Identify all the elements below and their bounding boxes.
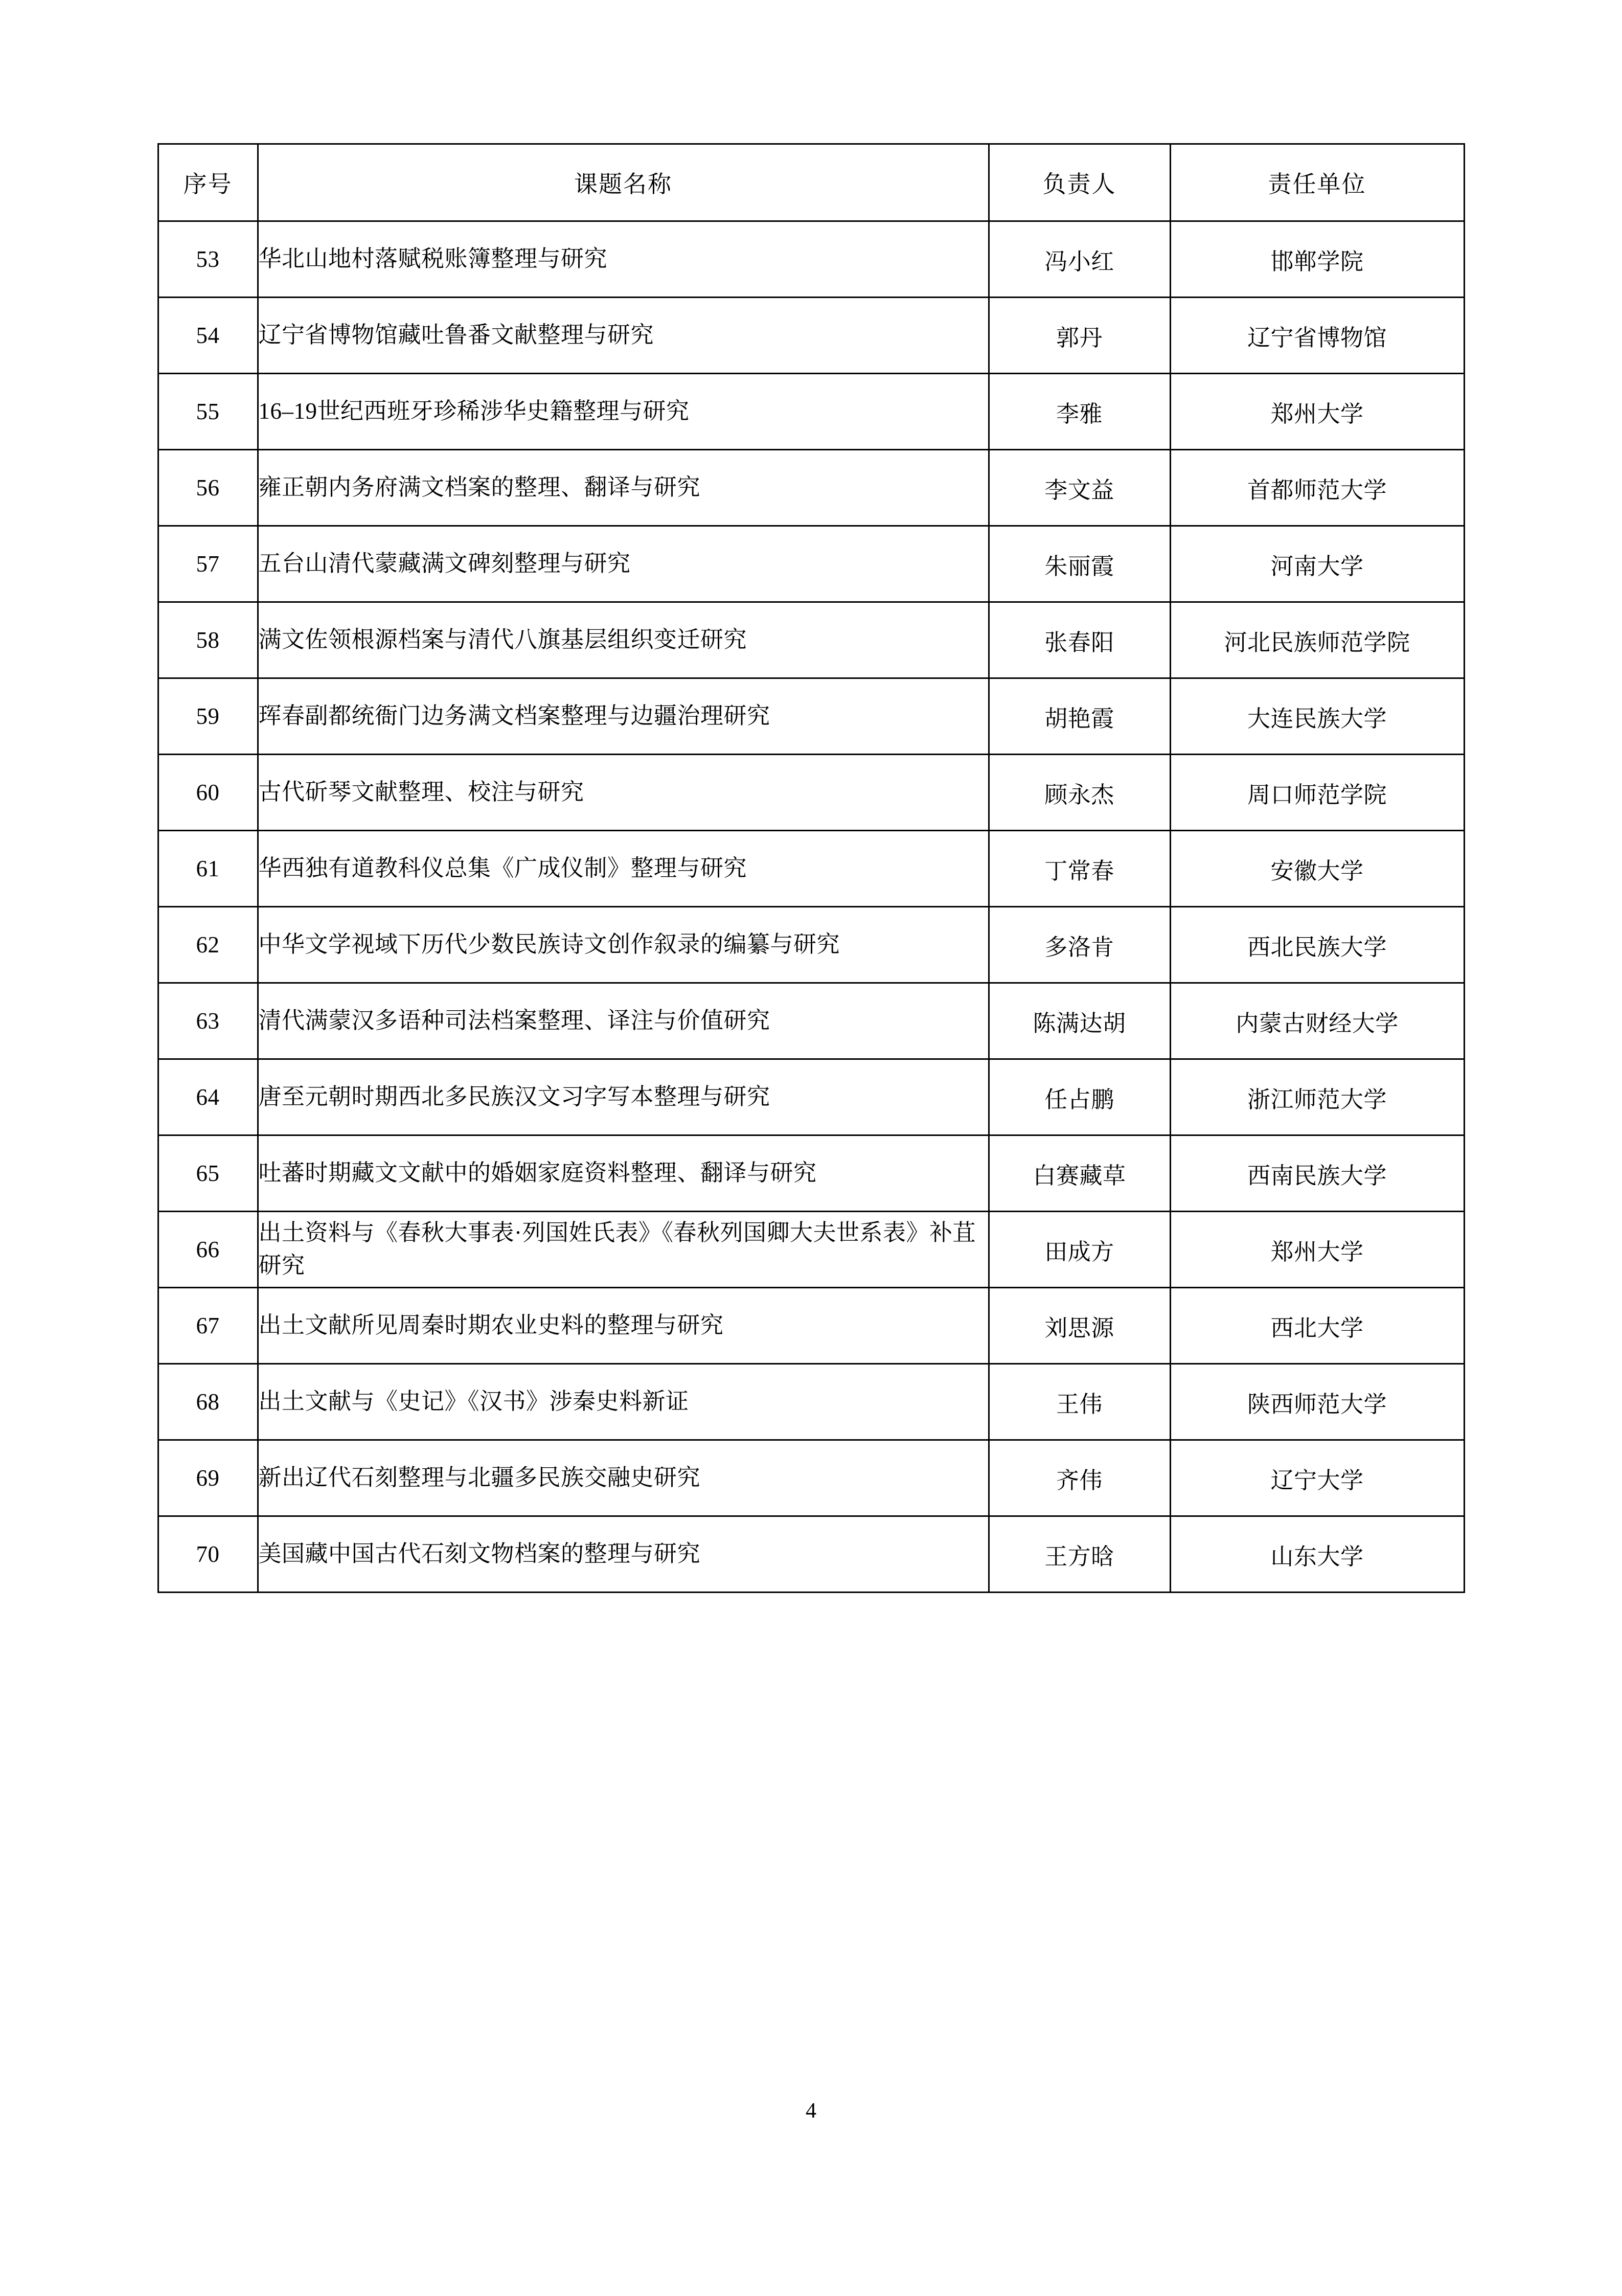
table-row bbox=[158, 907, 1464, 983]
cell-title: 新出辽代石刻整理与北疆多民族交融史研究 bbox=[258, 1440, 989, 1516]
cell-no: 66 bbox=[158, 1212, 258, 1288]
table-row bbox=[158, 1516, 1464, 1593]
table-header-row bbox=[158, 144, 1464, 221]
table-row bbox=[158, 298, 1464, 374]
cell-leader: 冯小红 bbox=[989, 221, 1170, 298]
cell-unit: 辽宁省博物馆 bbox=[1170, 298, 1464, 374]
table-row bbox=[158, 755, 1464, 831]
cell-unit: 浙江师范大学 bbox=[1170, 1059, 1464, 1135]
cell-no: 61 bbox=[158, 831, 258, 907]
cell-leader: 齐伟 bbox=[989, 1440, 1170, 1516]
cell-unit: 西北大学 bbox=[1170, 1288, 1464, 1364]
cell-no: 57 bbox=[158, 526, 258, 602]
cell-unit: 周口师范学院 bbox=[1170, 755, 1464, 831]
cell-unit: 西北民族大学 bbox=[1170, 907, 1464, 983]
cell-leader: 顾永杰 bbox=[989, 755, 1170, 831]
cell-unit: 河南大学 bbox=[1170, 526, 1464, 602]
cell-no: 58 bbox=[158, 602, 258, 678]
cell-leader: 李文益 bbox=[989, 450, 1170, 526]
table-row bbox=[158, 983, 1464, 1059]
cell-no: 68 bbox=[158, 1364, 258, 1440]
cell-unit: 山东大学 bbox=[1170, 1516, 1464, 1593]
cell-unit: 郑州大学 bbox=[1170, 1212, 1464, 1288]
cell-title: 辽宁省博物馆藏吐鲁番文献整理与研究 bbox=[258, 298, 989, 374]
table-body bbox=[158, 221, 1464, 1593]
table-row bbox=[158, 1059, 1464, 1135]
column-header-title: 课题名称 bbox=[258, 144, 989, 221]
cell-title: 出土文献与《史记》《汉书》涉秦史料新证 bbox=[258, 1364, 989, 1440]
cell-unit: 安徽大学 bbox=[1170, 831, 1464, 907]
cell-leader: 丁常春 bbox=[989, 831, 1170, 907]
cell-leader: 郭丹 bbox=[989, 298, 1170, 374]
cell-leader: 李雅 bbox=[989, 374, 1170, 450]
cell-leader: 刘思源 bbox=[989, 1288, 1170, 1364]
cell-leader: 任占鹏 bbox=[989, 1059, 1170, 1135]
table-row bbox=[158, 1440, 1464, 1516]
cell-unit: 西南民族大学 bbox=[1170, 1135, 1464, 1212]
table-row bbox=[158, 450, 1464, 526]
cell-leader: 白赛藏草 bbox=[989, 1135, 1170, 1212]
cell-leader: 朱丽霞 bbox=[989, 526, 1170, 602]
column-header-no: 序号 bbox=[158, 144, 258, 221]
table-row bbox=[158, 1364, 1464, 1440]
cell-leader: 陈满达胡 bbox=[989, 983, 1170, 1059]
table-row bbox=[158, 678, 1464, 755]
cell-title: 满文佐领根源档案与清代八旗基层组织变迁研究 bbox=[258, 602, 989, 678]
cell-no: 67 bbox=[158, 1288, 258, 1364]
cell-title: 华西独有道教科仪总集《广成仪制》整理与研究 bbox=[258, 831, 989, 907]
project-list-table bbox=[157, 143, 1465, 1593]
cell-no: 56 bbox=[158, 450, 258, 526]
cell-title: 美国藏中国古代石刻文物档案的整理与研究 bbox=[258, 1516, 989, 1593]
cell-unit: 陕西师范大学 bbox=[1170, 1364, 1464, 1440]
cell-unit: 河北民族师范学院 bbox=[1170, 602, 1464, 678]
cell-no: 62 bbox=[158, 907, 258, 983]
cell-leader: 胡艳霞 bbox=[989, 678, 1170, 755]
table-row bbox=[158, 831, 1464, 907]
cell-unit: 大连民族大学 bbox=[1170, 678, 1464, 755]
cell-no: 65 bbox=[158, 1135, 258, 1212]
table-row bbox=[158, 1212, 1464, 1288]
cell-unit: 辽宁大学 bbox=[1170, 1440, 1464, 1516]
table-header bbox=[158, 144, 1464, 221]
cell-title: 唐至元朝时期西北多民族汉文习字写本整理与研究 bbox=[258, 1059, 989, 1135]
cell-no: 63 bbox=[158, 983, 258, 1059]
column-header-unit: 责任单位 bbox=[1170, 144, 1464, 221]
cell-leader: 多洛肯 bbox=[989, 907, 1170, 983]
cell-no: 64 bbox=[158, 1059, 258, 1135]
cell-no: 70 bbox=[158, 1516, 258, 1593]
cell-no: 59 bbox=[158, 678, 258, 755]
table-row bbox=[158, 1135, 1464, 1212]
cell-no: 60 bbox=[158, 755, 258, 831]
cell-unit: 邯郸学院 bbox=[1170, 221, 1464, 298]
cell-leader: 张春阳 bbox=[989, 602, 1170, 678]
table-row bbox=[158, 374, 1464, 450]
cell-title: 清代满蒙汉多语种司法档案整理、译注与价值研究 bbox=[258, 983, 989, 1059]
cell-title: 珲春副都统衙门边务满文档案整理与边疆治理研究 bbox=[258, 678, 989, 755]
cell-unit: 首都师范大学 bbox=[1170, 450, 1464, 526]
page-number: 4 bbox=[806, 2099, 816, 2123]
table-row bbox=[158, 221, 1464, 298]
cell-leader: 田成方 bbox=[989, 1212, 1170, 1288]
cell-title: 华北山地村落赋税账簿整理与研究 bbox=[258, 221, 989, 298]
cell-no: 54 bbox=[158, 298, 258, 374]
cell-unit: 郑州大学 bbox=[1170, 374, 1464, 450]
table-row bbox=[158, 1288, 1464, 1364]
cell-title: 出土资料与《春秋大事表·列国姓氏表》《春秋列国卿大夫世系表》补苴研究 bbox=[258, 1212, 989, 1288]
cell-leader: 王方晗 bbox=[989, 1516, 1170, 1593]
column-header-leader: 负责人 bbox=[989, 144, 1170, 221]
cell-unit: 内蒙古财经大学 bbox=[1170, 983, 1464, 1059]
cell-title: 16–19世纪西班牙珍稀涉华史籍整理与研究 bbox=[258, 374, 989, 450]
table-row bbox=[158, 526, 1464, 602]
cell-no: 55 bbox=[158, 374, 258, 450]
cell-no: 53 bbox=[158, 221, 258, 298]
cell-title: 出土文献所见周秦时期农业史料的整理与研究 bbox=[258, 1288, 989, 1364]
cell-title: 五台山清代蒙藏满文碑刻整理与研究 bbox=[258, 526, 989, 602]
cell-title: 吐蕃时期藏文文献中的婚姻家庭资料整理、翻译与研究 bbox=[258, 1135, 989, 1212]
cell-leader: 王伟 bbox=[989, 1364, 1170, 1440]
cell-title: 中华文学视域下历代少数民族诗文创作叙录的编纂与研究 bbox=[258, 907, 989, 983]
table-row bbox=[158, 602, 1464, 678]
cell-no: 69 bbox=[158, 1440, 258, 1516]
cell-title: 雍正朝内务府满文档案的整理、翻译与研究 bbox=[258, 450, 989, 526]
cell-title: 古代斫琴文献整理、校注与研究 bbox=[258, 755, 989, 831]
